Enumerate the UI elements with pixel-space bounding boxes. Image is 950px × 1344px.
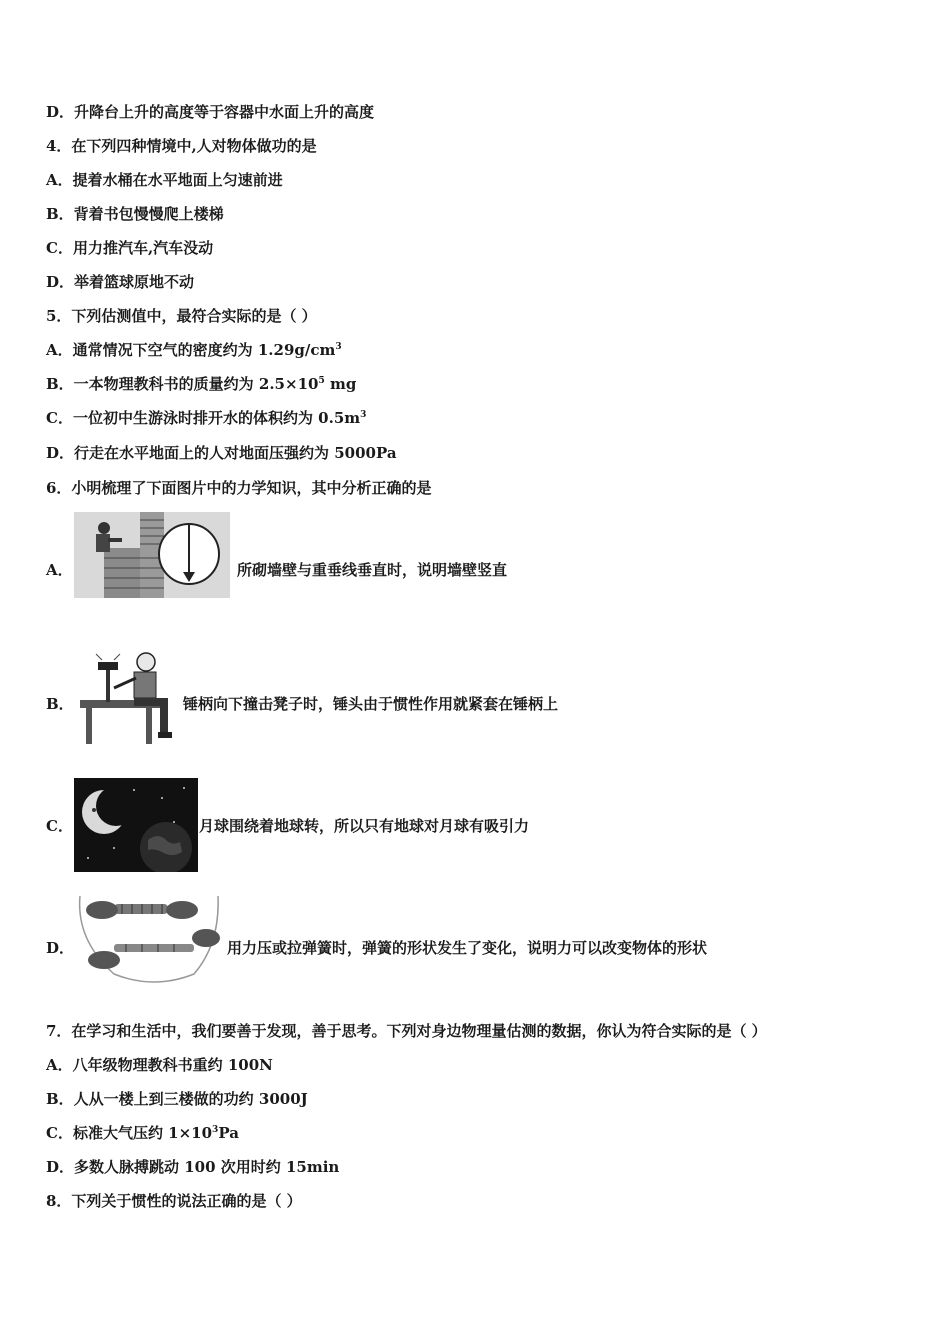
moon-earth-illustration [74, 778, 198, 872]
q6-option-b-text: 锤柄向下撞击凳子时，锤头由于惯性作用就紧套在锤柄上 [183, 695, 559, 713]
hammer-stool-illustration [76, 644, 186, 748]
q6-option-d-letter: D． [46, 939, 75, 957]
q5-option-b-sup: 5 [318, 376, 325, 386]
spring-hands-illustration [74, 892, 224, 984]
q4-option-d: D．举着篮球原地不动 [46, 273, 195, 291]
q5-option-a [46, 340, 342, 360]
brick-wall-plumb-illustration [74, 512, 230, 598]
q6-option-a-letter: A． [46, 561, 73, 579]
q4-option-b: B．背着书包慢慢爬上楼梯 [46, 205, 224, 223]
q6-option-c [46, 778, 646, 878]
q7-option-d: D．多数人脉搏跳动 100 次用时约 15min [46, 1158, 340, 1176]
q5-option-a-sup: 3 [335, 342, 342, 352]
q3-option-d: D．升降台上升的高度等于容器中水面上升的高度 [46, 103, 375, 121]
q6-option-b [46, 644, 646, 744]
q6-option-b-letter: B． [46, 695, 74, 713]
q5-option-c-sup: 3 [360, 410, 367, 420]
q6-option-c-text: 月球围绕着地球转，所以只有地球对月球有吸引力 [199, 817, 530, 835]
q6-stem: 6．小明梳理了下面图片中的力学知识，其中分析正确的是 [46, 479, 432, 497]
q7-option-c-unit: Pa [218, 1124, 239, 1142]
q5-option-c-text: C．一位初中生游泳时排开水的体积约为 0.5m [46, 409, 361, 427]
q5-option-a-text: A．通常情况下空气的密度约为 1.29g/cm [46, 341, 336, 359]
q4-option-c: C．用力推汽车,汽车没动 [46, 239, 214, 257]
q8-stem: 8．下列关于惯性的说法正确的是（ ） [46, 1192, 302, 1210]
q5-option-c [46, 408, 366, 428]
q7-stem: 7．在学习和生活中，我们要善于发现，善于思考。下列对身边物理量估测的数据，你认为符合实际的是（ ） [46, 1022, 767, 1040]
q6-option-d-text: 用力压或拉弹簧时，弹簧的形状发生了变化，说明力可以改变物体的形状 [227, 939, 708, 957]
q6-option-a-text: 所砌墙壁与重垂线垂直时，说明墙壁竖直 [237, 561, 508, 579]
q7-option-c-sup: 3 [212, 1125, 219, 1135]
q7-option-c-text: C．标准大气压约 1×10 [46, 1124, 213, 1142]
q6-option-a [46, 510, 646, 610]
q7-option-b: B．人从一楼上到三楼做的功约 3000J [46, 1090, 308, 1108]
q5-option-b [46, 374, 356, 394]
q6-option-d [46, 892, 846, 992]
q5-option-b-text: B．一本物理教科书的质量约为 2.5×10 [46, 375, 319, 393]
q7-option-a: A．八年级物理教科书重约 100N [46, 1056, 273, 1074]
q7-option-c [46, 1123, 239, 1143]
q4-option-a: A．提着水桶在水平地面上匀速前进 [46, 171, 283, 189]
q5-option-d: D．行走在水平地面上的人对地面压强约为 5000Pa [46, 444, 397, 462]
q5-option-b-unit: mg [324, 375, 357, 393]
q5-stem: 5．下列估测值中，最符合实际的是（ ） [46, 307, 317, 325]
q6-option-c-letter: C． [46, 817, 73, 835]
q4-stem: 4．在下列四种情境中,人对物体做功的是 [46, 137, 317, 155]
